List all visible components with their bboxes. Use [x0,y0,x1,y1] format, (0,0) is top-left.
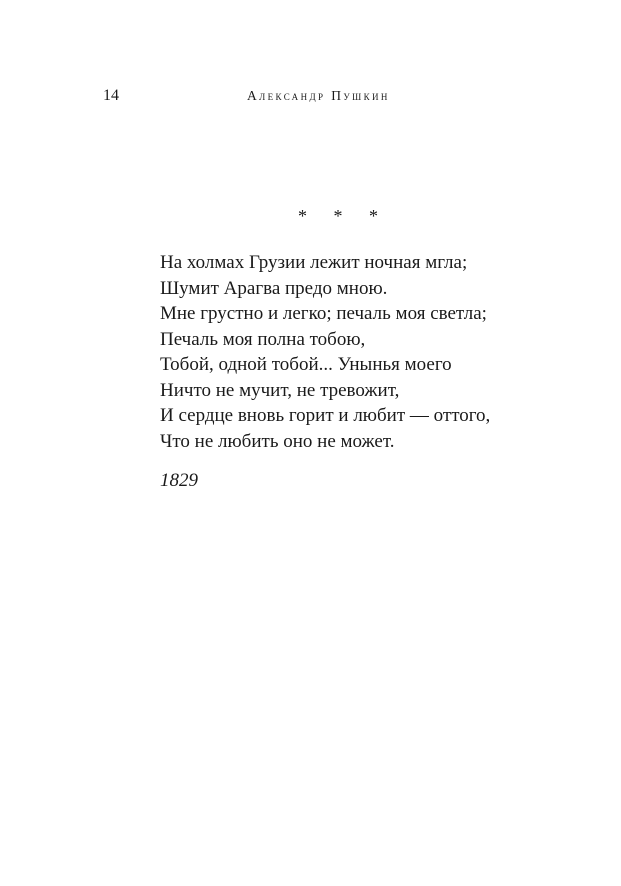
poem-line: Шумит Арагва предо мною. [160,277,388,299]
poem-date: 1829 [160,470,198,491]
poem-line: Что не любить оно не может. [160,430,395,452]
poem-body [160,250,490,454]
running-header-author: Александр Пушкин [247,88,390,103]
asterism-divider: * * * [298,206,389,226]
poem-line: Мне грустно и легко; печаль моя светла; [160,303,487,324]
poem-line: Ничто не мучит, не тревожит, [160,379,400,401]
poem-line: Печаль моя полна тобою, [160,328,366,350]
poem-line: И сердце вновь горит и любит — оттого, [160,405,491,426]
poem-line: Тобой, одной тобой... Унынья моего [160,354,452,375]
page-number: 14 [103,87,119,104]
poem-line: На холмах Грузии лежит ночная мгла; [160,252,468,273]
